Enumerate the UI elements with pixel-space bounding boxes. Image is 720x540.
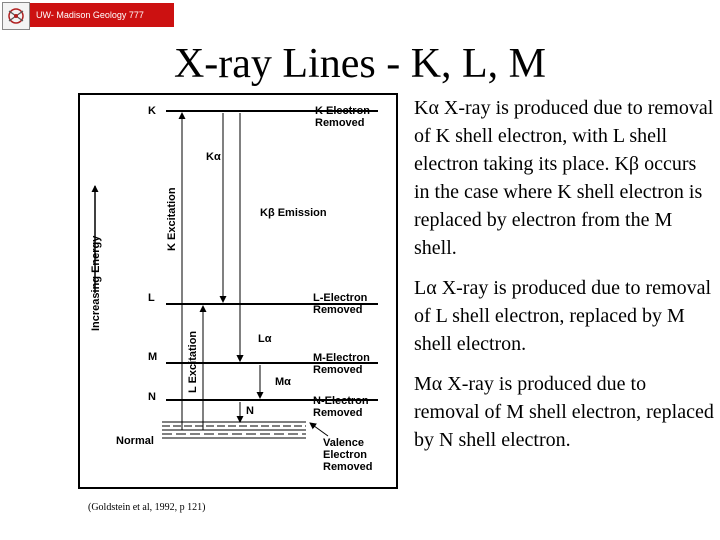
level-k-label: K	[148, 105, 156, 117]
label-line: Removed	[313, 304, 363, 316]
citation: (Goldstein et al, 1992, p 121)	[88, 502, 206, 513]
label-line: Removed	[323, 461, 373, 473]
label-line: Removed	[315, 117, 365, 129]
m-alpha-paragraph: Mα X-ray is produced due to removal of M shell electron, replaced by N shell electron.	[414, 373, 714, 451]
label-line: K Electron	[315, 105, 371, 117]
level-m-label: M	[148, 351, 158, 363]
energy-axis-label: Increasing Energy	[90, 235, 102, 331]
k-beta-label: Kβ Emission	[260, 207, 327, 219]
label-line: N-Electron	[313, 395, 369, 407]
n-removed-label	[313, 395, 369, 419]
m-removed-label	[313, 352, 370, 376]
label-line: Electron	[323, 449, 368, 461]
l-removed-label	[313, 292, 368, 316]
k-alpha-paragraph: Kα X-ray is produced due to removal of K shell electron, with L shell electron taking its place. Kβ occurs in the case where K shell electron is replaced by electron from the M shell.	[414, 97, 714, 259]
geology-crest-icon	[2, 2, 30, 30]
slide-title: X-ray Lines - K, L, M	[173, 41, 547, 87]
figure-frame	[79, 94, 397, 488]
level-n-label: N	[148, 391, 156, 403]
level-normal-label: Normal	[116, 435, 154, 447]
l-excitation-label: L Excitation	[187, 330, 199, 393]
l-alpha-label: Lα	[258, 333, 272, 345]
level-l-label: L	[148, 292, 155, 304]
label-line: Removed	[313, 364, 363, 376]
k-removed-label	[315, 105, 370, 129]
explanation-text	[414, 94, 714, 466]
m-alpha-label: Mα	[275, 376, 291, 388]
label-line: Removed	[313, 407, 363, 419]
label-line: Valence	[323, 437, 364, 449]
course-badge: UW- Madison Geology 777	[30, 3, 174, 27]
k-excitation-label: K Excitation	[166, 187, 178, 251]
label-line: L-Electron	[313, 292, 368, 304]
energy-level-diagram	[78, 93, 398, 489]
n-arrow-label: N	[246, 405, 254, 417]
k-alpha-label: Kα	[206, 151, 221, 163]
l-alpha-paragraph: Lα X-ray is produced due to removal of L shell electron, replaced by M shell electron.	[414, 277, 712, 355]
label-line: M-Electron	[313, 352, 370, 364]
